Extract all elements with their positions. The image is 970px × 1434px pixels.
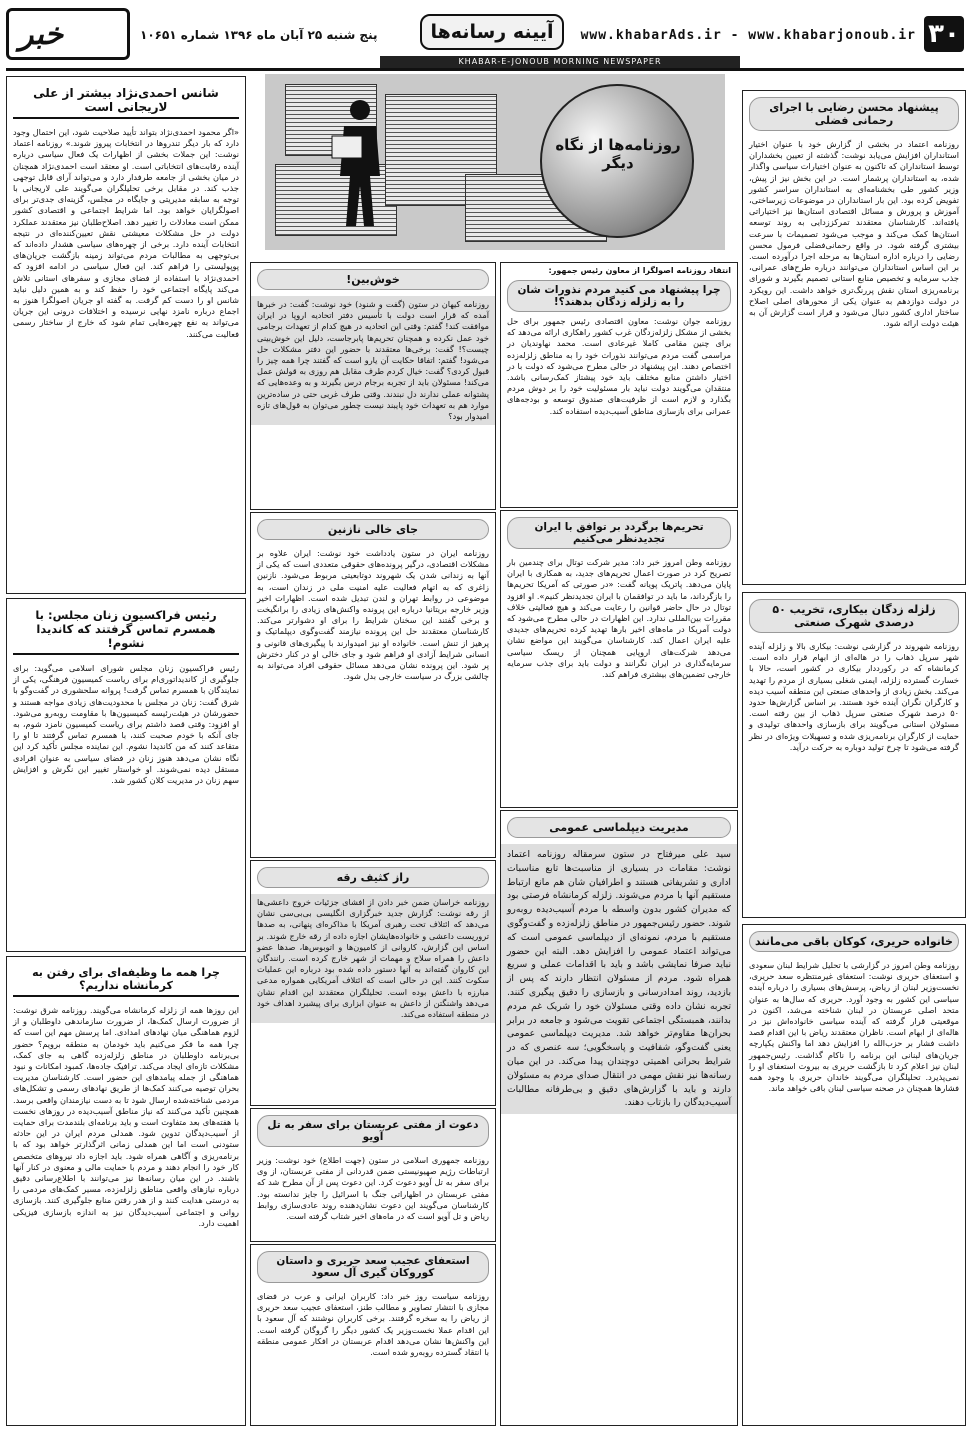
masthead [0,0,970,66]
article-title: چرا پیشنهاد می کنید مردم نذورات شان را به زلزله زدگان بدهند؟! [507,280,731,312]
article-empty-seat [250,512,496,858]
reader-silhouette-icon [330,96,390,236]
article-title: خانواده حریری، کوکان باقی می‌مانند [749,931,959,952]
article-title: راز کثیف رقه [257,867,489,888]
article-body: روزنامه کیهان در ستون (گفت و شنود) خود نوشت: گفت: در خبرها آمده که قرار است دولت با تأسیس دفتر اتحادیه اروپا در ایران موافقت کند! گفتم: وقتی این اتحادیه در هیچ کدام از تعهدات برجامی خود عمل نکرده و همچنان تحریم‌ها پابرجاست، دلیل این خوش‌بینی چیست؟! گفت: برخی‌ها معتقدند با حضور این دفتر مشکلات حل می‌شود! گفتم: اتفاقا حکایت آن یارو است که گفتند چرا همه چیز را قبول کردی؟ گفت: خیال کردم طرف مقابل هم روزی به قولش عمل می‌کند! مسئولان باید از تجربه برجام درس بگیرند و به وعده‌هایی که پشتوانه عملی ندارند دل نبندند. وقتی طرف غربی حتی در ساده‌ترین موارد هم به تعهدات خود پایبند نیست چطور می‌توان به قول‌های تازه امیدوار بود؟ [251,296,495,425]
article-body: روزنامه سیاست روز خبر داد: کاربران ایرانی و عرب در فضای مجازی با انتشار تصاویر و مطالب طنز، استعفای عجیب سعد حریری از ریاض را به سخره گرفتند. برخی کاربران نوشتند که آل سعود با این اقدام عملا نخست‌وزیر یک کشور دیگر را گروگان گرفته است. این واکنش‌ها نشان می‌دهد اقدام عربستان در افکار عمومی منطقه با انتقاد گسترده روبه‌رو شده است. [257,1291,489,1358]
article-rezaei [742,90,966,585]
article-title: مدیریت دیپلماسی عمومی [507,817,731,838]
article-mufti [250,1108,496,1242]
article-title: استعفای عجیب سعد حریری و داستان کوروکان گیری آل سعود [257,1251,489,1283]
article-title: پیشنهاد محسن رضایی با اجرای رحمانی فضلی [749,97,959,131]
article-total-sanctions [500,510,738,808]
article-body: روزنامه وطن امروز خبر داد: مدیر شرکت توتال برای چندمین بار تصریح کرد در صورت اعمال تحریم‌های جدید، به همکاری با ایران پایان می‌دهد. پاتریک پویانه گفت: «در صورتی که آمریکا تحریم‌ها را بازگرداند، ما باید در توافقمان با ایران تجدیدنظر کنیم». او افزود توتال در حال حاضر قوانین را رعایت می‌کند و هیچ فعالیتی خلاف مقررات بین‌المللی ندارد. این اظهارات در حالی مطرح می‌شود که دولت آمریکا در ماه‌های اخیر بارها تهدید کرده تحریم‌های جدیدی علیه ایران اعمال کند. کارشناسان می‌گویند این مواضع نشان می‌دهد شرکت‌های اروپایی همچنان از ریسک سیاسی سرمایه‌گذاری در ایران نگرانند و دولت باید برای جذب سرمایه خارجی تضمین‌های بیشتری فراهم کند. [507,557,731,680]
newspaper-logo [6,8,130,60]
article-title: جای خالی نازنین [257,519,489,540]
article-title: دعوت از مفتی عربستان برای سفر به تل آویو [257,1115,489,1147]
article-body: سید علی میرفتاح در ستون سرمقاله روزنامه اعتماد نوشت: مقامات در بسیاری از مناسبت‌ها تابع مناسبات اداری و تشریفاتی هستند و اطرافیان شان هم مانع ارتباط مستقیم آنها با مردم می‌شوند. زلزله کرمانشاه فرصتی بود که مدیران کشور بدون واسطه با مردم آسیب‌دیده روبه‌رو شوند. حضور رئیس‌جمهور در مناطق زلزله‌زده و گفت‌وگوی مستقیم با مردم، نمونه‌ای از دیپلماسی عمومی است که می‌تواند اعتماد عمومی را افزایش دهد. البته این حضور نباید صرفا نمایشی باشد و باید با اقدامات عملی و سریع همراه شود. مردم از مسئولان انتظار دارند که پس از بازدید، روند امدادرسانی و بازسازی را دقیق پیگیری کنند. تجربه نشان داده وقتی مسئولان خود را شریک غم مردم بدانند، همبستگی اجتماعی تقویت می‌شود و جامعه در برابر بحران‌ها مقاوم‌تر خواهد شد. مدیریت دیپلماسی عمومی یعنی گفت‌وگو، شفافیت و پاسخگویی؛ سه عنصری که در شرایط بحرانی اهمیتی دوچندان پیدا می‌کند. در این میان رسانه‌ها نیز نقش مهمی در انتقال صدای مردم به مسئولان دارند و باید با گزارش‌های دقیق و بی‌طرفانه مطالبات آسیب‌دیدگان را بازتاب دهند. [501,844,737,1114]
page-number: ۳۰ [924,16,964,52]
article-ahmadinejad [6,76,246,594]
article-optimist [250,262,496,510]
article-quake-unemployment [742,592,966,918]
article-body: روزنامه شهروند در گزارشی نوشت: بیکاری بالا و زلزله آینده شهر سرپل ذهاب را در هاله‌ای از ابهام قرار داده است. کرمانشاه که در رکورددار بیکاری در کشور است، حالا با خسارت گسترده زلزله، ایمنی شغلی بسیاری از مردم را تهدید می‌کند. بخش زیادی از واحدهای صنعتی این منطقه آسیب دیده و کارگران نگران آینده خود هستند. بر اساس گزارش‌ها حدود ۵۰ درصد شهرک صنعتی سرپل ذهاب از بین رفته است. مسئولان استانی می‌گویند برای بازسازی واحدهای تولیدی و حمایت از کارگران برنامه‌ریزی شده و تسهیلات ویژه‌ای در نظر گرفته می‌شود تا چرخ تولید دوباره به حرکت درآید. [749,641,959,752]
article-body: روزنامه اعتماد در بخشی از گزارش خود با عنوان اختیار استانداران افزایش می‌یابد نوشت: گذشته از تعیین بخشداران توسط استانداران که تاکنون به عنوان اختیارات سیاسی واگذار شده، به استانداران پرشمار است. در این بخش نیز از پیش، وزیر کشور طی بخشنامه‌ای به استانداران سراسر کشور تفویض کرده بود. این بار استانداران در موضوعات زیرساختی، آموزش و پرورش و مسائل اقتصادی استان‌ها نیز اختیاراتی یافته‌اند. کارشناسان معتقدند تمرکززدایی به روند توسعه استان‌ها کمک می‌کند و موجب می‌شود تصمیمات با سرعت بیشتری گرفته شود. در واقع رحمانی‌فضلی فرمول محسن رضایی را درباره اداره استان‌ها به مرحله اجرا درآورده است. بر این اساس استانداران می‌توانند درباره طرح‌های عمرانی، جذب سرمایه و تخصیص منابع استانی تصمیم بگیرند و شورای برنامه‌ریزی استان نقش پررنگ‌تری خواهد داشت. این رویکرد در دولت دوازدهم به عنوان یکی از محورهای اصلی اصلاح ساختار اداری کشور دنبال می‌شود و قرار است گزارش آن به هیئت دولت ارائه شود. [749,139,959,329]
tagline: KHABAR-E-JONOUB MORNING NEWSPAPER [380,56,740,68]
section-title: آیینه رسانه‌ها [420,14,564,50]
header-rule [6,68,964,71]
collage-caption: روزنامه‌ها از نگاه دیگر [555,136,681,172]
article-body: روزنامه جمهوری اسلامی در ستون (جهت اطلاع) خود نوشت: وزیر ارتباطات رژیم صهیونیستی ضمن قدردانی از مفتی عربستان، از وی برای سفر به تل آویو دعوت کرد. این دعوت پس از آن مطرح شد که مفتی عربستان در اظهاراتی جنگ با اسرائیل را جایز ندانسته بود. کارشناسان می‌گویند این دعوت نشان‌دهنده روند عادی‌سازی روابط ریاض و تل آویو است که در ماه‌های اخیر شتاب گرفته است. [257,1155,489,1222]
article-body: رئیس فراکسیون زنان مجلس شورای اسلامی می‌گوید: برای جلوگیری از کاندیداتوری‌ام برای ریاست کمیسیون فرهنگی، یکی از نمایندگان با همسرم تماس گرفت! پروانه سلحشوری در گفت‌وگو با شرق گفت: زنان در مجلس با محدودیت‌های زیادی مواجه هستند و حضورشان در هیئت‌رئیسه کمیسیون‌ها با مقاومت روبه‌رو می‌شود. او افزود: وقتی قصد داشتم برای ریاست کمیسیون نامزد شوم، به جای آنکه با خودم صحبت کنند، با همسرم تماس گرفتند تا او را متقاعد کنند که من کاندیدا نشوم. این نماینده مجلس تأکید کرد این نگاه نشان می‌دهد هنوز زنان در فضای سیاسی به عنوان افرادی مستقل دیده نمی‌شوند. او خواستار تغییر این نگرش و افزایش سهم زنان در مدیریت کلان کشور شد. [13,663,239,786]
article-body: این روزها همه از زلزله کرمانشاه می‌گویند. روزنامه شرق نوشت: از ضرورت ارسال کمک‌ها، از ضرورت سازماندهی داوطلبان و از لزوم هماهنگی میان نهادهای امدادی. اما پرسش مهم این است که چرا همه ما فکر می‌کنیم باید خودمان به منطقه برویم؟ حضور بی‌برنامه داوطلبان در مناطق زلزله‌زده گاهی به جای کمک، مشکلات تازه‌ای ایجاد می‌کند. ترافیک جاده‌ها، کمبود امکانات و نبود هماهنگی از جمله پیامدهای این حضور است. کارشناسان مدیریت بحران توصیه می‌کنند کمک‌ها از طریق نهادهای رسمی و تشکل‌های مردمی شناخته‌شده ارسال شود تا به دست نیازمندان واقعی برسد. همچنین تأکید می‌کنند که نیاز مناطق آسیب‌دیده در روزهای نخست با هفته‌های بعد متفاوت است و باید برنامه‌ای بلندمدت برای حمایت از آسیب‌دیدگان تدوین شود. همدلی مردم ایران در این حادثه ستودنی است اما این همدلی زمانی اثرگذارتر خواهد بود که با برنامه‌ریزی و آگاهی همراه شود. باید اجازه داد نیروهای متخصص کار خود را انجام دهند و مردم با حمایت مالی و معنوی در کنار آنها باشند. در این میان رسانه‌ها نیز می‌توانند با اطلاع‌رسانی دقیق درباره نیازهای واقعی مناطق زلزله‌زده، مسیر کمک‌های مردمی را به درستی هدایت کنند و از هدر رفتن منابع جلوگیری کنند. بازسازی روانی و اجتماعی آسیب‌دیدگان نیز به اندازه بازسازی فیزیکی اهمیت دارد. [13,1005,239,1228]
article-kermanshah-duty [6,956,246,1426]
article-kicker: انتقاد روزنامه اصولگرا از معاون رئیس جمهور: [548,266,731,275]
article-donations [500,262,738,508]
article-body: روزنامه ایران در ستون یادداشت خود نوشت: ایران علاوه بر مشکلات اقتصادی، درگیر پرونده‌های حقوقی متعددی است که یکی از آنها به زندانی شدن یک شهروند دوتابعیتی مربوط می‌شود. نازنین زاغری که به اتهام فعالیت علیه امنیت ملی در زندان است، به موضوعی در روابط تهران و لندن تبدیل شده است. اظهارات اخیر وزیر خارجه بریتانیا درباره این پرونده واکنش‌های زیادی را برانگیخت و برخی گفتند این سخنان شرایط را برای او دشوارتر می‌کند. کارشناسان معتقدند حل این پرونده نیازمند گفت‌وگوی دیپلماتیک و پرهیز از تنش است. خانواده او نیز امیدوارند با پیگیری‌های قانونی و انسانی شرایط آزادی او فراهم شود و جای خالی او در کنار دخترش پر شود. این پرونده نشان می‌دهد مسائل حقوقی افراد می‌تواند به چالشی بزرگ در سیاست خارجی بدل شود. [257,548,489,682]
article-body: روزنامه وطن امروز در گزارشی با تحلیل شرایط لبنان سعودی و استعفای حریری نوشت: استعفای غیرمنتظره سعد حریری، نخست‌وزیر لبنان از ریاض، پرسش‌های بسیاری را درباره آینده سیاسی این کشور به وجود آورد. حریری که سال‌ها به عنوان متحد اصلی عربستان در لبنان شناخته می‌شد، اکنون در موقعیتی قرار گرفته که آینده سیاسی خانواده‌اش نیز در هاله‌ای از ابهام است. ناظران معتقدند ریاض با این اقدام قصد داشت فشار بر حزب‌الله را افزایش دهد اما واکنش یکپارچه جریان‌های لبنانی این برنامه را ناکام گذاشت. رئیس‌جمهور لبنان نیز اعلام کرد تا بازگشت حریری به بیروت استعفای او را نمی‌پذیرد. تحلیلگران می‌گویند خاندان حریری با وجود همه فشارها همچنان در صحنه سیاسی لبنان باقی خواهد ماند. [749,960,959,1094]
article-title: رئیس فراکسیون زنان مجلس: با همسرم تماس گرفتند که کاندیدا نشوم! [13,605,239,655]
article-saad-hariri [250,1244,496,1426]
article-title: چرا همه ما وظیفه‌ای برای رفتن به کرمانشاه نداریم؟ [13,963,239,997]
dateline: پنج شنبه ۲۵ آبان ماه ۱۳۹۶ شماره ۱۰۶۵۱ [140,28,378,42]
website-urls[interactable]: www.khabarAds.ir - www.khabarjonoub.ir [580,28,916,43]
article-body: روزنامه خراسان ضمن خبر دادن از افشای جزئیات خروج داعشی‌ها از رقه نوشت: گزارش جدید خبرگزاری انگلیسی بی‌بی‌سی نشان می‌دهد که ائتلاف تحت رهبری آمریکا با مذاکره‌ای پنهانی، به صدها تروریست داعشی و خانواده‌هایشان اجازه داده از رقه خارج شوند. بر اساس این گزارش، کاروانی از کامیون‌ها و اتوبوس‌ها، صدها عضو داعش را همراه سلاح و مهمات از شهر خارج کرده است. رانندگان این کاروان گفته‌اند به آنها دستور داده شده بود درباره این عملیات سکوت کنند. این در حالی است که ائتلاف آمریکایی همواره مدعی مبارزه با داعش بوده است. تحلیلگران معتقدند این اقدام نشان می‌دهد واشنگتن از داعش به عنوان ابزاری برای پیشبرد اهداف خود در منطقه استفاده می‌کند. [251,894,495,1023]
article-title: خوش‌بین! [257,269,489,290]
article-women-faction [6,598,246,952]
article-body: «اگر محمود احمدی‌نژاد بتواند تأیید صلاحیت شود، این احتمال وجود دارد که بار دیگر تندروها در انتخابات پیروز شوند.» روزنامه اعتماد نوشت: این جملات بخشی از اظهارات یک فعال سیاسی درباره آینده رقابت‌های انتخاباتی است. او معتقد است احمدی‌نژاد همچنان در میان بخشی از جامعه طرفدار دارد و می‌تواند آرای قابل توجهی جذب کند. در مقابل برخی تحلیلگران می‌گویند علی لاریجانی با توجه به سابقه مدیریتی و جایگاه در مجلس، گزینه‌ای جدی‌تر برای اصولگرایان خواهد بود. اما شرایط اجتماعی و اقتصادی کشور ممکن است معادلات را تغییر دهد. اصلاح‌طلبان نیز معتقدند عملکرد دولت در حل مشکلات معیشتی نقش تعیین‌کننده‌ای در نتیجه انتخابات آینده دارد. برخی از چهره‌های سیاسی هشدار داده‌اند که بی‌توجهی به مطالبات مردم می‌تواند زمینه بازگشت جریان‌های پوپولیستی را فراهم کند. این فعال سیاسی در ادامه افزود که احمدی‌نژاد با استفاده از فضای مجازی و سفرهای استانی تلاش می‌کند پایگاه اجتماعی خود را حفظ کند و به همین دلیل نباید شانس او را دست کم گرفت. به گفته او جریان اصولگرا هنوز به اجماع درباره نامزد نهایی نرسیده و اختلافات درونی این جریان می‌تواند به نفع چهره‌هایی تمام شود که خارج از ساختار رسمی فعالیت می‌کنند. [13,127,239,339]
article-hariri-family [742,924,966,1426]
article-body: روزنامه جوان نوشت: معاون اقتصادی رئیس جمهور برای حل بخشی از مشکل زلزله‌زدگان غرب کشور راهکاری ارائه می‌دهد که برای چنین مقامی کاملا غیرعادی است. محمد نهاوندیان در مراسمی گفت مردم می‌توانند نذورات خود را به مناطق زلزله‌زده اختصاص دهند. این پیشنهاد در حالی مطرح می‌شود که دولت با در اختیار داشتن منابع مختلف باید خود پیشتاز کمک‌رسانی باشد. منتقدان می‌گویند دولت نباید بار مسئولیت خود را بر دوش مردم بگذارد و لازم است از ظرفیت‌های صندوق توسعه و بودجه‌های عمرانی برای بازسازی مناطق آسیب‌دیده استفاده کند. [507,316,731,416]
article-title: تحریم‌ها برگردد بر توافق با ایران تجدیدنظر می‌کنیم [507,517,731,549]
article-title: زلزله زدگان بیکاری، تخریب ۵۰ درصدی شهرک صنعتی [749,599,959,633]
article-title: شانس احمدی‌نژاد بیشتر از علی لاریجانی است [13,83,239,119]
article-raqqa [250,860,496,1106]
article-public-diplomacy [500,810,738,1426]
logo-word: خبر [19,17,64,52]
